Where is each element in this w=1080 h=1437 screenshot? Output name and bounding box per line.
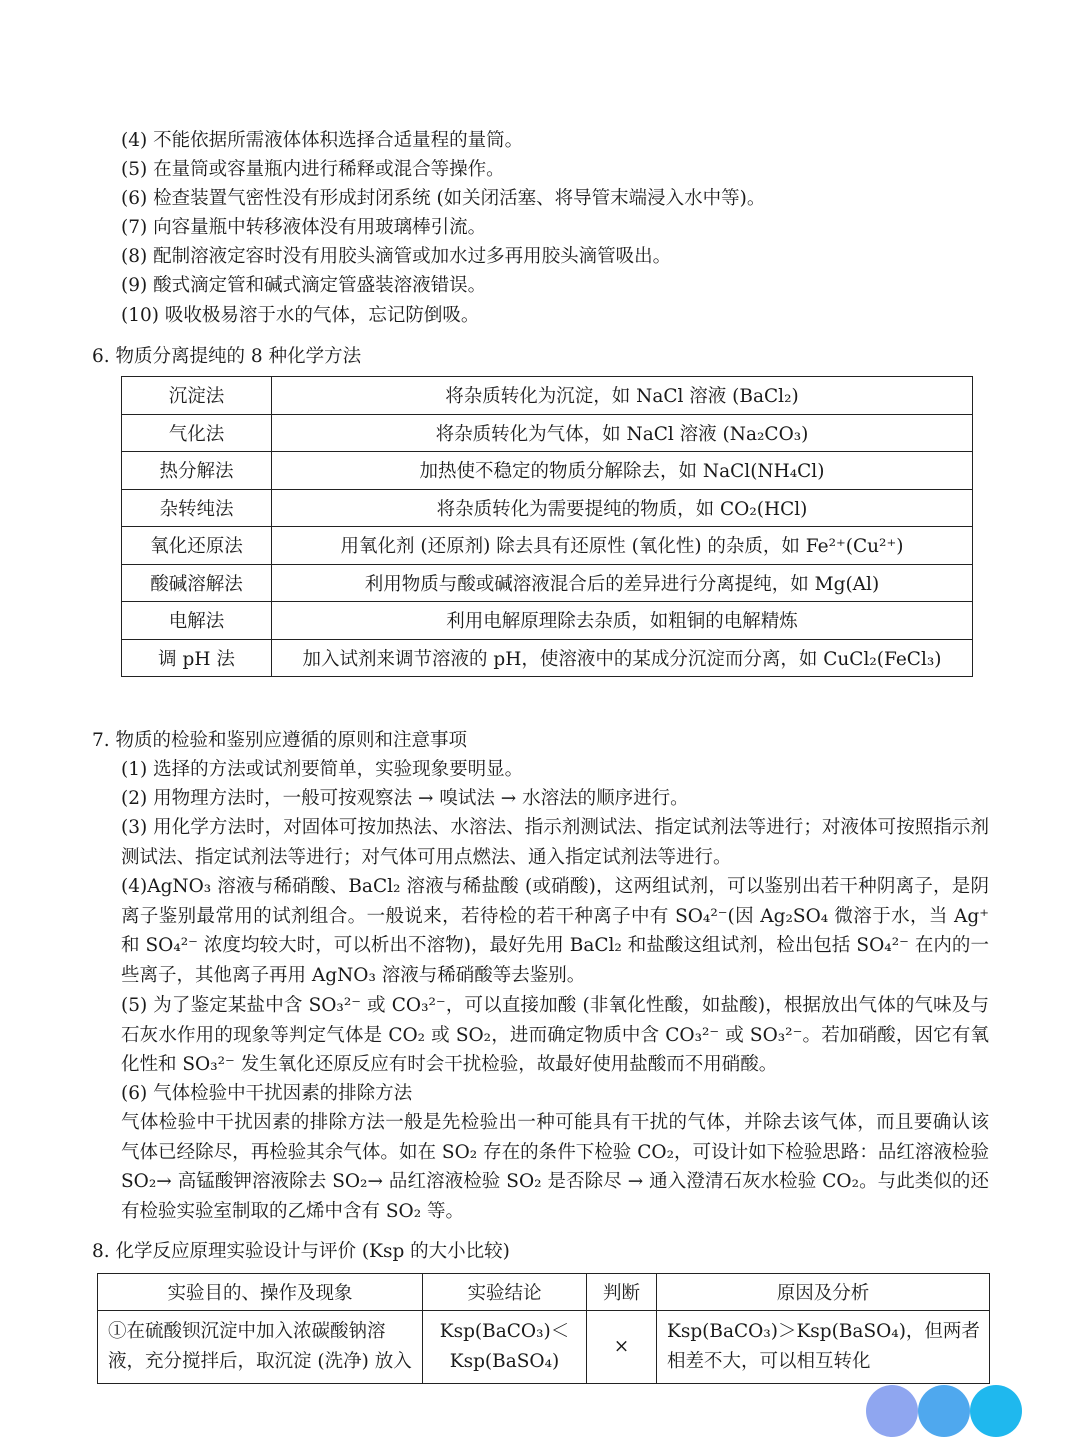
header-cell: 实验目的、操作及现象 (98, 1274, 423, 1311)
method-cell: 气化法 (122, 414, 272, 452)
paragraph: (4)AgNO₃ 溶液与稀硝酸、BaCl₂ 溶液与稀盐酸 (或硝酸)，这两组试剂，可以鉴别出若干种阴离子，是阴离子鉴别最常用的试剂组合。一般说来，若待检的若干种离子中有 SO₄²⁻(因 Ag₂SO₄ 微溶于水，当 Ag⁺ 和 SO₄²⁻ 浓度均较大时，可以析出不溶物)，最好先用 BaCl₂ 和盐酸这组试剂，检出包括 SO₄²⁻ 在内的一些离子，其他离子再用 AgNO₃ 溶液与稀硝酸等去鉴别。 (121, 876, 989, 986)
list-item: (5) 在量筒或容量瓶内进行稀释或混合等操作。 (121, 159, 505, 180)
paragraph: (3) 用化学方法时，对固体可按加热法、水溶法、指示剂测试法、指定试剂法等进行；对液体可按照指示剂测试法、指定试剂法等进行；对气体可用点燃法、通入指定试剂法等进行。 (121, 817, 989, 868)
desc-cell: 将杂质转化为沉淀，如 NaCl 溶液 (BaCl₂) (272, 377, 973, 415)
method-cell: 电解法 (122, 602, 272, 640)
separation-methods-table (121, 376, 973, 677)
desc-cell: 加入试剂来调节溶液的 pH，使溶液中的某成分沉淀而分离，如 CuCl₂(FeCl₃) (272, 639, 973, 677)
list-item: (10) 吸收极易溶于水的气体，忘记防倒吸。 (121, 305, 480, 326)
method-cell: 调 pH 法 (122, 639, 272, 677)
header-cell: 实验结论 (423, 1274, 587, 1311)
paragraph: (2) 用物理方法时，一般可按观察法 → 嗅试法 → 水溶法的顺序进行。 (121, 788, 689, 809)
paragraph: (1) 选择的方法或试剂要简单，实验现象要明显。 (121, 759, 524, 780)
list-item: (7) 向容量瓶中转移液体没有用玻璃棒引流。 (121, 217, 487, 238)
ksp-comparison-table (97, 1273, 990, 1384)
operation-cell: ①在硫酸钡沉淀中加入浓碳酸钠溶液，充分搅拌后，取沉淀 (洗净) 放入 (98, 1311, 423, 1384)
page-decoration-circle (970, 1385, 1022, 1437)
desc-cell: 用氧化剂 (还原剂) 除去具有还原性 (氧化性) 的杂质，如 Fe²⁺(Cu²⁺) (272, 527, 973, 565)
table-header-row (98, 1274, 990, 1311)
table-row (122, 639, 973, 677)
list-item: (8) 配制溶液定容时没有用胶头滴管或加水过多再用胶头滴管吸出。 (121, 246, 672, 267)
list-item: (9) 酸式滴定管和碱式滴定管盛装溶液错误。 (121, 275, 487, 296)
header-cell: 原因及分析 (657, 1274, 990, 1311)
page-decoration-circle (866, 1385, 918, 1437)
analysis-cell: Ksp(BaCO₃)＞Ksp(BaSO₄)，但两者相差不大，可以相互转化 (657, 1311, 990, 1384)
page-decoration-circle (918, 1385, 970, 1437)
table-row (122, 602, 973, 640)
desc-cell: 利用物质与酸或碱溶液混合后的差异进行分离提纯，如 Mg(Al) (272, 564, 973, 602)
judge-cell: × (587, 1311, 657, 1384)
table-row (122, 527, 973, 565)
header-cell: 判断 (587, 1274, 657, 1311)
section-7-title: 7. 物质的检验和鉴别应遵循的原则和注意事项 (92, 730, 468, 751)
table-row (122, 414, 973, 452)
method-cell: 氧化还原法 (122, 527, 272, 565)
table-row (122, 489, 973, 527)
method-cell: 热分解法 (122, 452, 272, 490)
paragraph: (6) 气体检验中干扰因素的排除方法 (121, 1083, 413, 1104)
method-cell: 沉淀法 (122, 377, 272, 415)
table-row (122, 452, 973, 490)
section-6-title: 6. 物质分离提纯的 8 种化学方法 (92, 346, 362, 367)
table-row (98, 1311, 990, 1384)
section-8-title: 8. 化学反应原理实验设计与评价 (Ksp 的大小比较) (92, 1241, 510, 1262)
paragraph: 气体检验中干扰因素的排除方法一般是先检验出一种可能具有干扰的气体，并除去该气体，而且要确认该气体已经除尽，再检验其余气体。如在 SO₂ 存在的条件下检验 CO₂，可设计如下检验思路：品红溶液检验 SO₂→ 高锰酸钾溶液除去 SO₂→ 品红溶液检验 SO₂ 是否除尽 → 通入澄清石灰水检验 CO₂。与此类似的还有检验实验室制取的乙烯中含有 SO₂ 等。 (121, 1112, 989, 1222)
list-item: (6) 检查装置气密性没有形成封闭系统 (如关闭活塞、将导管末端浸入水中等)。 (121, 188, 766, 209)
desc-cell: 利用电解原理除去杂质，如粗铜的电解精炼 (272, 602, 973, 640)
method-cell: 杂转纯法 (122, 489, 272, 527)
desc-cell: 将杂质转化为气体，如 NaCl 溶液 (Na₂CO₃) (272, 414, 973, 452)
desc-cell: 加热使不稳定的物质分解除去，如 NaCl(NH₄Cl) (272, 452, 973, 490)
table-row (122, 377, 973, 415)
table-row (122, 564, 973, 602)
method-cell: 酸碱溶解法 (122, 564, 272, 602)
list-item: (4) 不能依据所需液体体积选择合适量程的量筒。 (121, 130, 524, 151)
desc-cell: 将杂质转化为需要提纯的物质，如 CO₂(HCl) (272, 489, 973, 527)
paragraph: (5) 为了鉴定某盐中含 SO₃²⁻ 或 CO₃²⁻，可以直接加酸 (非氧化性酸，如盐酸)，根据放出气体的气味及与石灰水作用的现象等判定气体是 CO₂ 或 SO₂，进而确定物质中含 CO₃²⁻ 或 SO₃²⁻。若加硝酸，因它有氧化性和 SO₃²⁻ 发生氧化还原反应有时会干扰检验，故最好使用盐酸而不用硝酸。 (121, 995, 989, 1075)
conclusion-cell: Ksp(BaCO₃)＜ Ksp(BaSO₄) (423, 1311, 587, 1384)
